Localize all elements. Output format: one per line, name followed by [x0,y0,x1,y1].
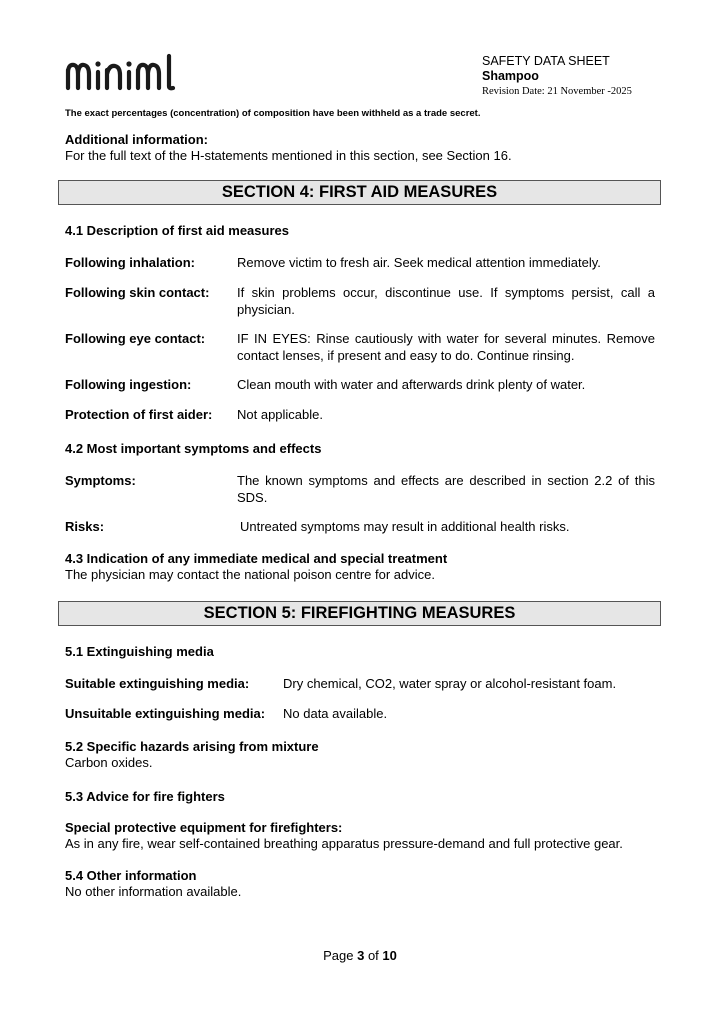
section-5-2-heading: 5.2 Specific hazards arising from mixture [65,739,319,754]
document-header [482,54,702,99]
trade-secret-notice: The exact percentages (concentration) of composition have been withheld as a trade secret. [65,108,481,119]
of-word: of [367,948,379,963]
section-5-3-heading: 5.3 Advice for fire fighters [65,789,225,804]
page-current: 3 [357,948,365,963]
row-label-unsuitable-media: Unsuitable extinguishing media: [65,706,266,721]
product-name: Shampoo [482,69,539,83]
row-label-eye-contact: Following eye contact: [65,331,206,346]
section-5-4-heading: 5.4 Other information [65,868,197,883]
logo-wordmark [63,52,178,98]
row-value-skin-contact: If skin problems occur, discontinue use. If symptoms persist, call a physician. [237,285,655,317]
section-4-2-heading: 4.2 Most important symptoms and effects [65,441,322,456]
section-5-heading: SECTION 5: FIREFIGHTING MEASURES [58,601,661,626]
additional-info-text: For the full text of the H-statements mentioned in this section, see Section 16. [65,148,512,163]
revision-date: Revision Date: 21 November -2025 [482,86,632,97]
page-number [0,948,720,963]
section-5-1-heading: 5.1 Extinguishing media [65,644,214,659]
section-5-2-text: Carbon oxides. [65,755,153,770]
page-total: 10 [382,948,397,963]
row-label-skin-contact: Following skin contact: [65,285,210,300]
ppe-heading: Special protective equipment for firefighters: [65,820,343,835]
row-value-eye-contact: IF IN EYES: Rinse cautiously with water for several minutes. Remove contact lenses, if present and easy to do. Continue rinsing. [237,331,655,363]
row-value-risks: Untreated symptoms may result in additional health risks. [240,519,570,534]
page-word: Page [323,948,354,963]
row-label-risks: Risks: [65,519,105,534]
ppe-text: As in any fire, wear self-contained breathing apparatus pressure-demand and full protective gear. [65,836,623,851]
document-type: SAFETY DATA SHEET [482,54,610,68]
row-label-first-aider: Protection of first aider: [65,407,213,422]
section-4-heading: SECTION 4: FIRST AID MEASURES [58,180,661,205]
row-value-ingestion: Clean mouth with water and afterwards drink plenty of water. [237,377,586,392]
row-label-ingestion: Following ingestion: [65,377,192,392]
company-logo [63,52,178,98]
additional-info-heading: Additional information: [65,132,208,147]
row-label-inhalation: Following inhalation: [65,255,195,270]
row-label-suitable-media: Suitable extinguishing media: [65,676,250,691]
row-label-symptoms: Symptoms: [65,473,136,488]
row-value-inhalation: Remove victim to fresh air. Seek medical attention immediately. [237,255,601,270]
section-4-3-text: The physician may contact the national poison centre for advice. [65,567,435,582]
section-4-3-heading: 4.3 Indication of any immediate medical and special treatment [65,551,448,566]
row-value-unsuitable-media: No data available. [283,706,388,721]
section-5-4-text: No other information available. [65,884,242,899]
section-4-1-heading: 4.1 Description of first aid measures [65,223,289,238]
row-value-suitable-media: Dry chemical, CO2, water spray or alcohol-resistant foam. [283,676,617,691]
row-value-symptoms: The known symptoms and effects are described in section 2.2 of this SDS. [237,473,655,505]
row-value-first-aider: Not applicable. [237,407,323,422]
